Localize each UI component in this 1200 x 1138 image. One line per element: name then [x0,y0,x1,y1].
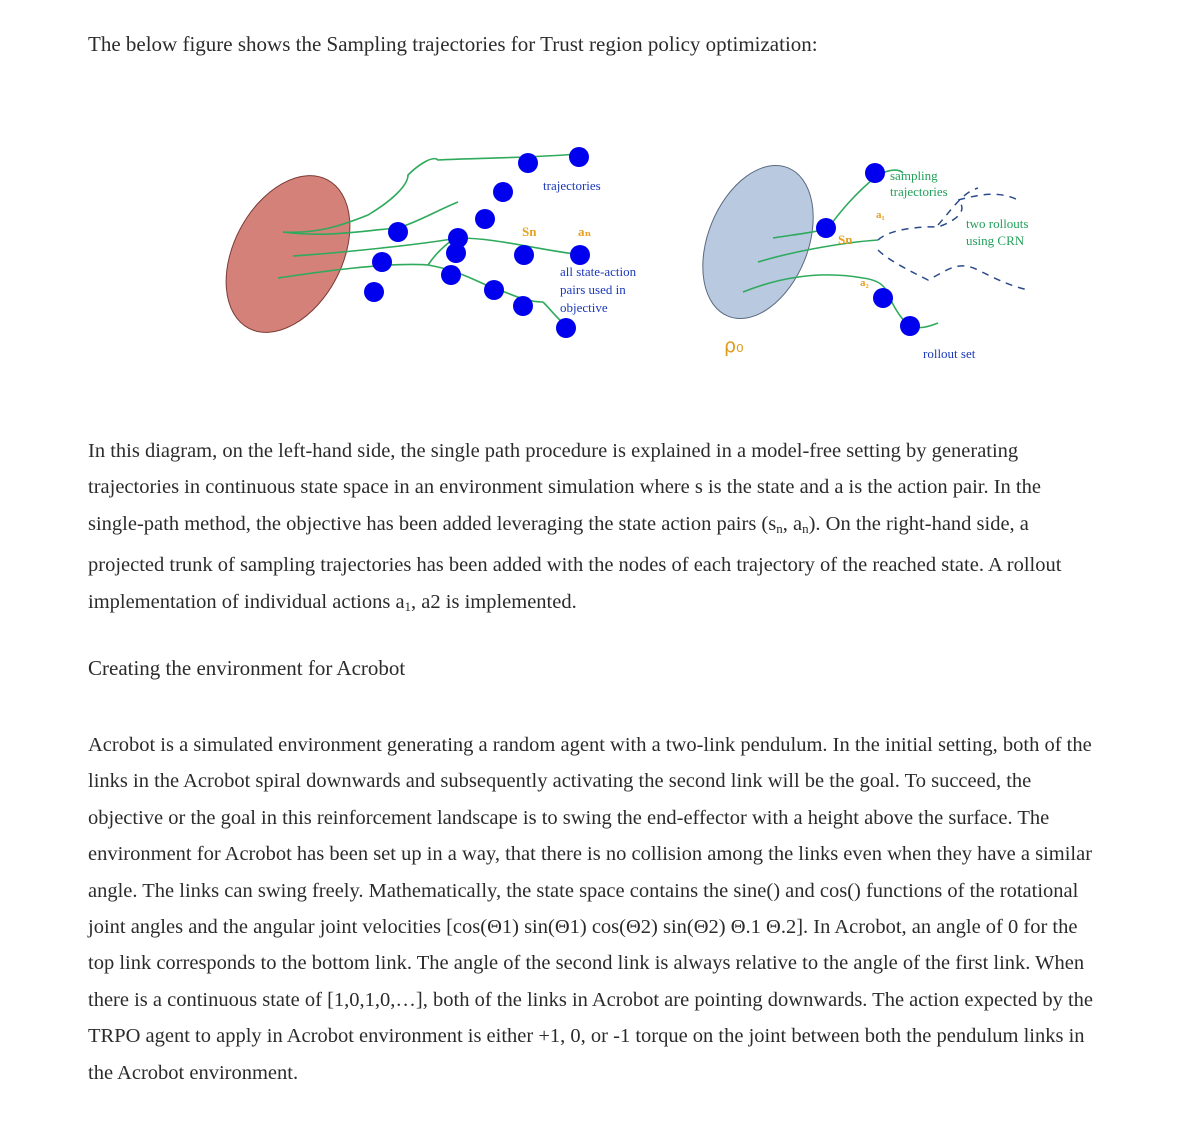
label-an-left: aₙ [578,224,592,239]
paragraph1-sub-n2: n [802,520,809,536]
state-node [569,147,589,167]
state-node [556,318,576,338]
state-node [865,163,885,183]
paragraph-diagram-explanation [88,433,1098,625]
state-node [388,222,408,242]
state-node [441,265,461,285]
paragraph1-sub-n: n [776,520,783,536]
label-sn-left: Sn [522,224,537,239]
paragraph1-sub-1: 1 [404,598,412,614]
right-state-ellipse [682,149,835,335]
label-trajectories: trajectories [543,178,601,193]
state-node [518,153,538,173]
trpo-sampling-figure [238,130,1029,380]
state-node [493,182,513,202]
paragraph1-part2: , a [782,512,803,535]
paragraph1-part3: ). On the right-hand side, a projected trunk of sampling trajectories has been added with the nodes of each trajectory of the reached state. A rollout implementation of individual actions a [88,512,1062,613]
paragraph1-part4: , a2 is implemented. [411,590,577,613]
section-heading-acrobot: Creating the environment for Acrobot [88,656,406,680]
right-sampling-diagram [682,149,1029,361]
label-sampling-1: sampling [890,168,938,183]
state-node [816,218,836,238]
left-state-ellipse [201,154,375,353]
state-node [873,288,893,308]
label-pairs-2: pairs used in [560,282,626,297]
trpo-diagram-svg [238,130,1029,380]
state-node [484,280,504,300]
state-node [514,245,534,265]
label-two-rollouts-2: using CRN [966,233,1025,248]
paragraph1-part1: In this diagram, on the left-hand side, the single path procedure is explained in a model-free setting by generating trajectories in continuous state space in an environment simulation where s is the state and a is the action pair. In the single-path method, the objective has been added leveraging the state action pairs (s [88,440,1041,535]
state-node [570,245,590,265]
paragraph-acrobot: Acrobot is a simulated environment generating a random agent with a two-link pendulum. In the initial setting, both of the links in the Acrobot spiral downwards and subsequently activating the second link will be the goal. To succeed, the objective or the goal in this reinforcement landscape is to swing the end-effector with a height above the surface. The environment for Acrobot has been set up in a way, that there is no collision among the links even when they have a similar angle. The links can swing freely. Mathematically, the state space contains the sine() and cos() functions of the rotational joint angles and the angular joint velocities [cos(Θ1) sin(Θ1) cos(Θ2) sin(Θ2) Θ.1 Θ.2]. In Acrobot, an angle of 0 for the top link corresponds to the bottom link. The angle of the second link is always relative to the angle of the first link. When there is a continuous state of [1,0,1,0,…], both of the links in Acrobot are pointing downwards. The action expected by the TRPO agent to apply in Acrobot environment is either +1, 0, or -1 torque on the joint between both the pendulum links in the Acrobot environment. [88,734,1094,1084]
state-node [475,209,495,229]
state-node [513,296,533,316]
state-node [446,243,466,263]
label-pairs-3: objective [560,300,608,315]
state-node [372,252,392,272]
label-sampling-2: trajectories [890,184,948,199]
state-node [364,282,384,302]
label-sn-right: Sn [838,232,853,247]
intro-text: The below figure shows the Sampling trajectories for Trust region policy optimization: [88,32,818,56]
label-rollout-set: rollout set [923,346,976,361]
label-a2: a₂ [860,277,869,289]
label-a1: a₁ [876,209,885,221]
left-state-nodes [364,147,590,338]
left-single-path-diagram [201,147,637,354]
state-node [900,316,920,336]
label-rho-zero: ρ₀ [724,335,744,357]
label-two-rollouts-1: two rollouts [966,216,1029,231]
label-pairs-1: all state-action [560,264,637,279]
